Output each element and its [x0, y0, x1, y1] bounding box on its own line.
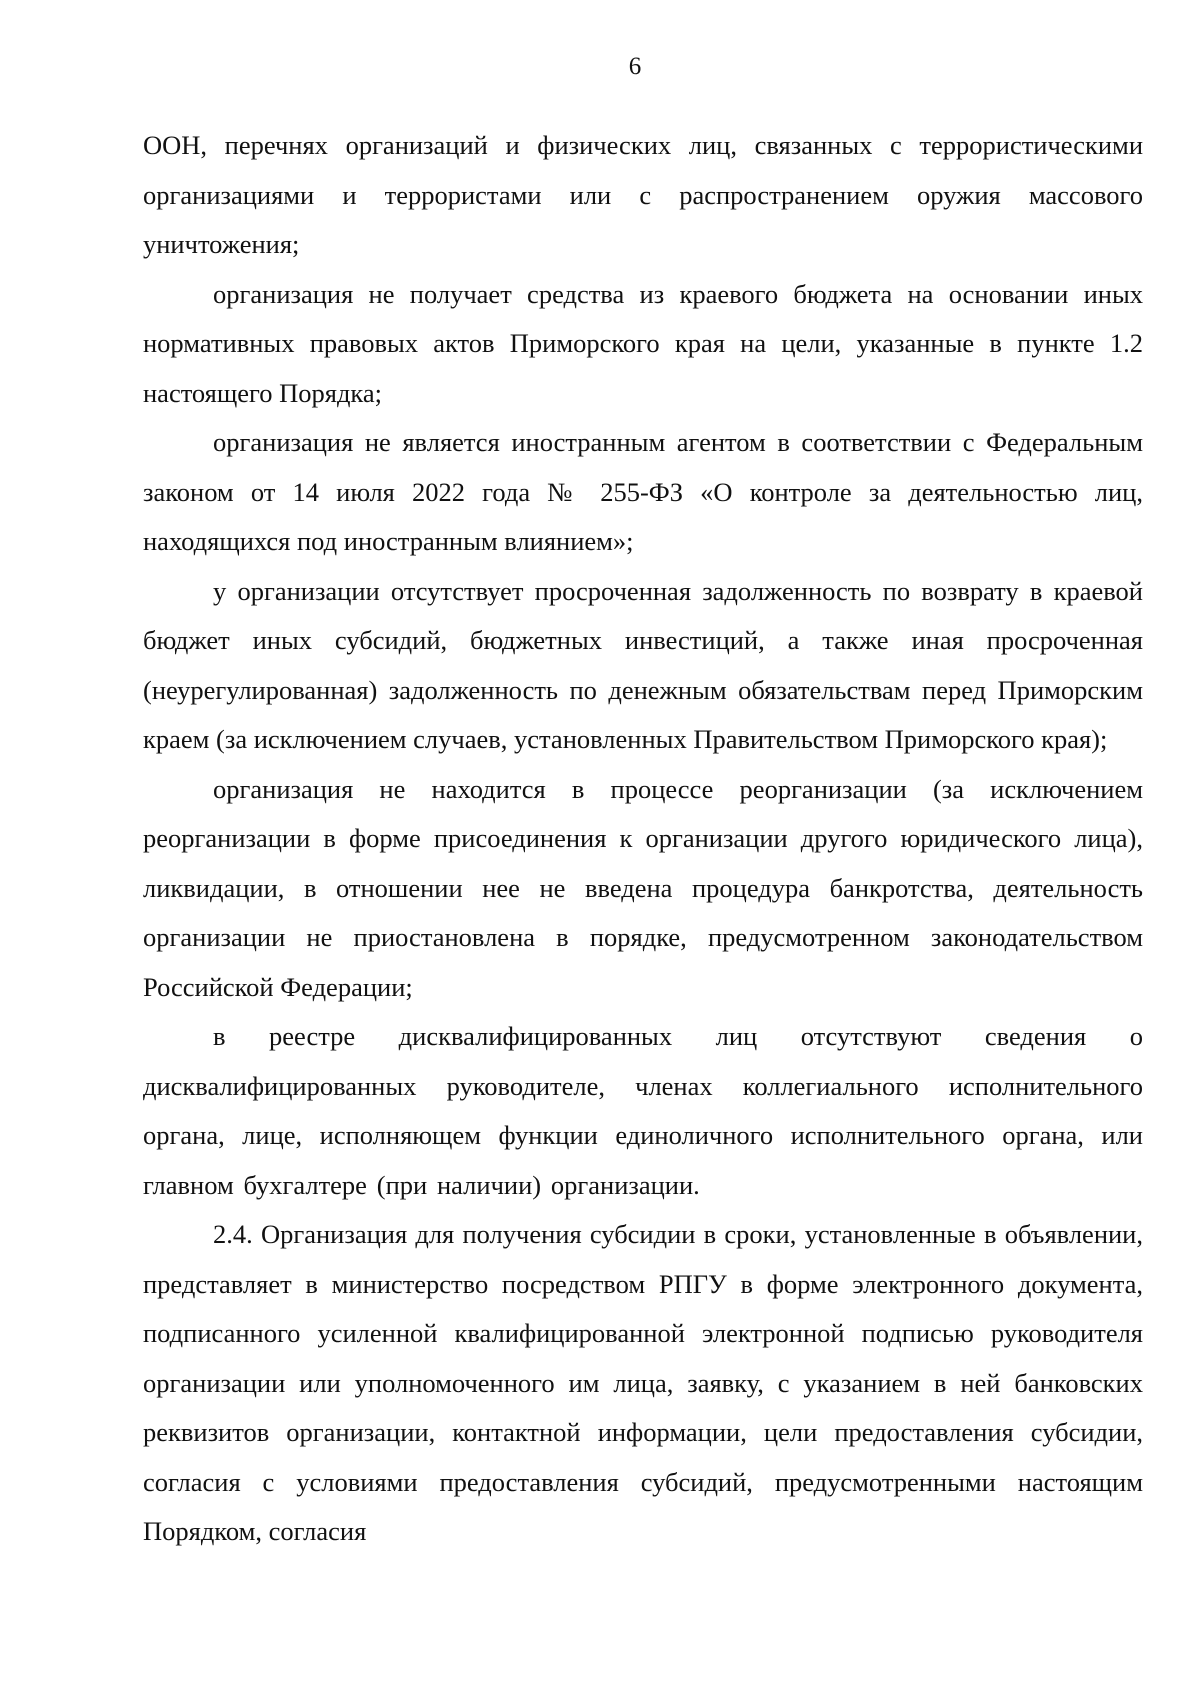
paragraph-continuation: ООН, перечнях организаций и физических лиц, связанных с террористическими организациями и террористами или с распространением оружия массового уничтожения; [143, 130, 1143, 259]
paragraph-budget-funds: организация не получает средства из краевого бюджета на основании иных нормативных правовых актов Приморского края на цели, указанные в пункте 1.2 настоящего Порядка; [143, 278, 1143, 408]
paragraph-debt: у организации отсутствует просроченная задолженность по возврату в краевой бюджет иных субсидий, бюджетных инвестиций, а также иная просроченная (неурегулированная) задолженность по денежным обязательствам перед Приморским краем (за исключением случаев, установленных Правительством Приморского края); [143, 575, 1143, 754]
paragraph-reorganization: организация не находится в процессе реорганизации (за исключением реорганизации в форме присоединения к организации другого юридического лица), ликвидации, в отношении нее не введена процедура банкротства, деятельность организации не приостановлена в порядке, предусмотренном законодательством Российской Федерации; [143, 773, 1143, 1002]
page-number: 6 [628, 53, 642, 80]
paragraph-disqualified-persons: в реестре дисквалифицированных лиц отсутствуют сведения о дисквалифицированных руководителе, членах коллегиального исполнительного органа, лице, исполняющем функции единоличного исполнительного органа, или главном бухгалтере (при наличии) организации. [143, 1021, 1143, 1200]
document-body [143, 121, 1143, 1557]
paragraph-section-2-4: 2.4. Организация для получения субсидии в сроки, установленные в объявлении, представляет в министерство посредством РПГУ в форме электронного документа, подписанного усиленной квалифицированной электронной подписью руководителя организации или уполномоченного им лица, заявку, с указанием в ней банковских реквизитов организации, контактной информации, цели предоставления субсидии, согласия с условиями предоставления субсидий, предусмотренными настоящим Порядком, согласия [143, 1219, 1143, 1546]
paragraph-foreign-agent: организация не является иностранным агентом в соответствии с Федеральным законом от 14 июля 2022 года № 255-ФЗ «О контроле за деятельностью лиц, находящихся под иностранным влиянием»; [143, 427, 1143, 556]
